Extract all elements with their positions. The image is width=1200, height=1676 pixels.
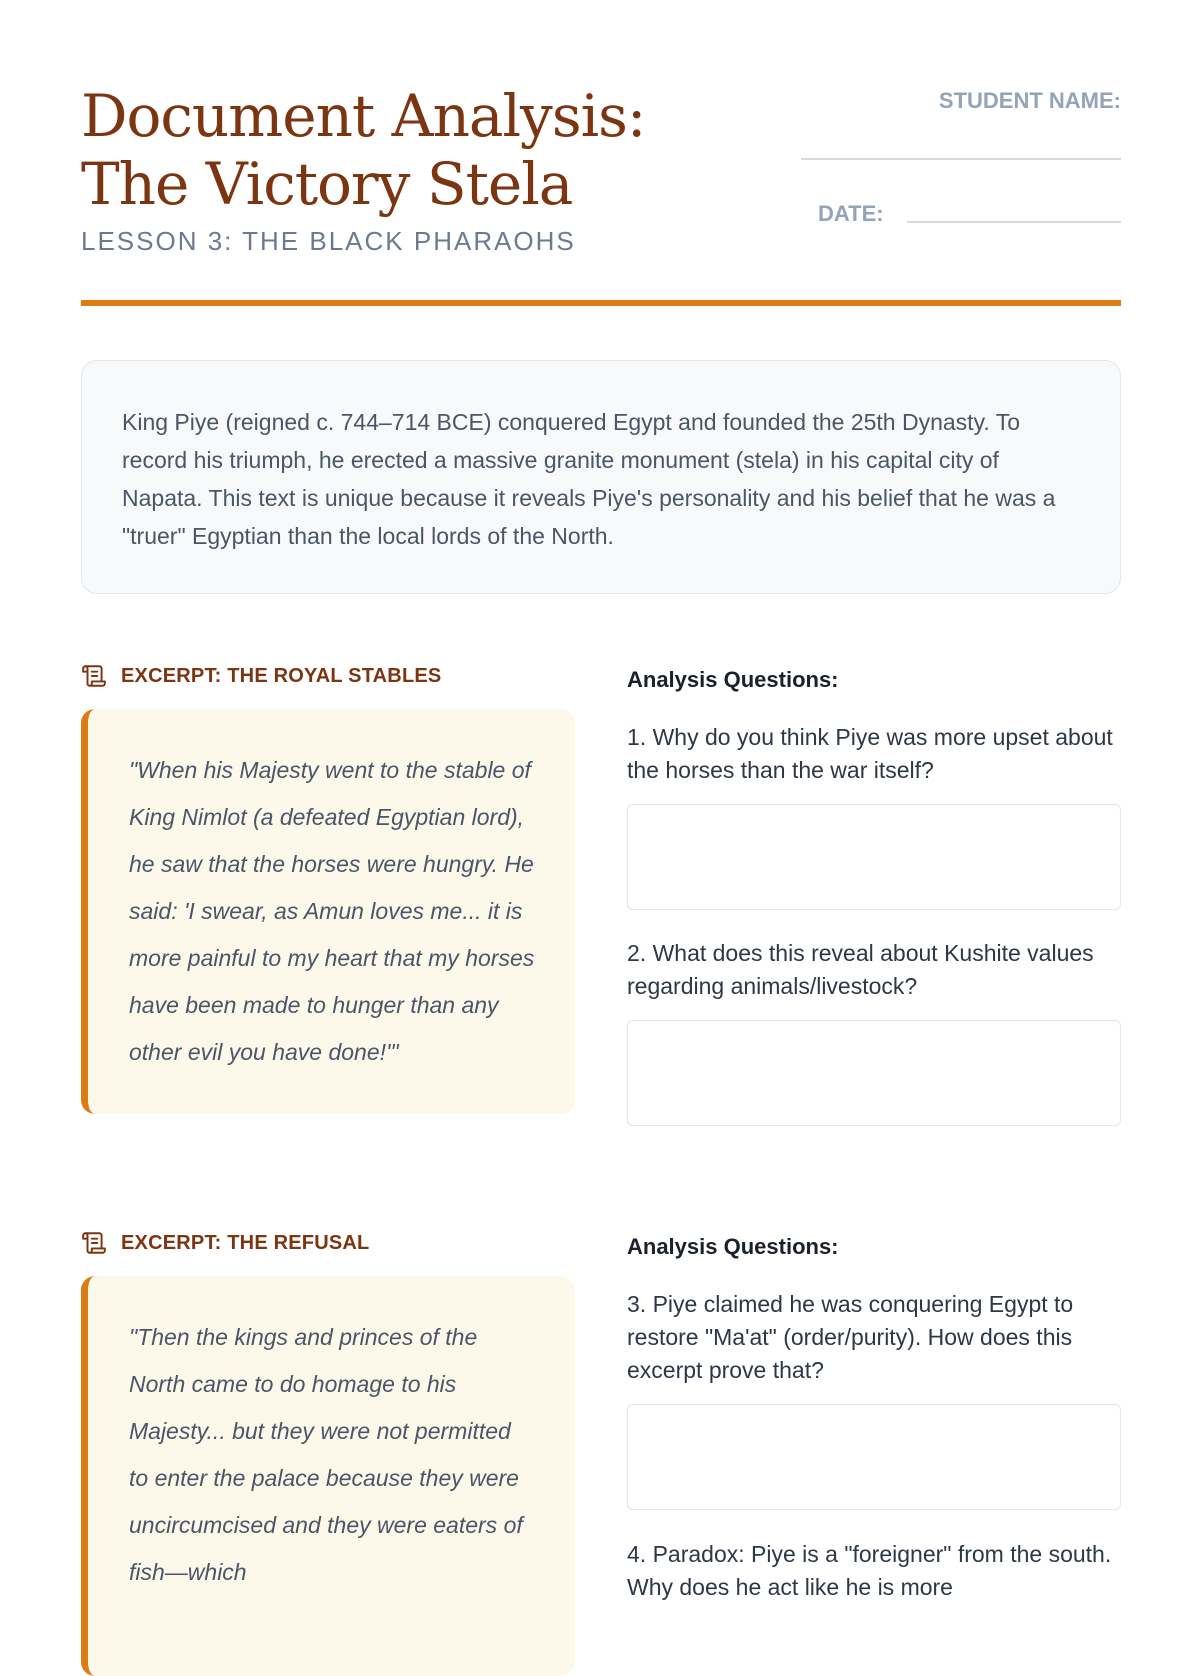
questions-column bbox=[627, 663, 1121, 1126]
header-divider bbox=[81, 300, 1121, 306]
excerpt-quote: "When his Majesty went to the stable of King Nimlot (a defeated Egyptian lord), he saw that the horses were hungry. He said: 'I swear, as Amun loves me... it is more painful to my heart that my horses have been made to hunger than any other evil you have done!'" bbox=[81, 709, 575, 1114]
intro-box: King Piye (reigned c. 744–714 BCE) conquered Egypt and founded the 25th Dynasty. To record his triumph, he erected a massive granite monument (stela) in his capital city of Napata. This text is unique because it reveals Piye's personality and his belief that he was a "truer" Egyptian than the local lords of the North. bbox=[81, 360, 1121, 594]
question-1: 1. Why do you think Piye was more upset about the horses than the war itself? bbox=[627, 724, 1113, 783]
excerpt-quote: "Then the kings and princes of the North came to do homage to his Majesty... but they were not permitted to enter the palace because they were uncircumcised and they were eaters of fish—which bbox=[81, 1276, 575, 1676]
excerpt-header bbox=[81, 1230, 575, 1256]
student-name-field[interactable] bbox=[801, 158, 1121, 160]
question-4: 4. Paradox: Piye is a "foreigner" from the south. Why does he act like he is more bbox=[627, 1541, 1112, 1600]
questions-column bbox=[627, 1230, 1121, 1604]
student-name-label: STUDENT NAME: bbox=[938, 88, 1121, 113]
excerpt-label: EXCERPT: THE ROYAL STABLES bbox=[121, 664, 442, 687]
questions-heading: Analysis Questions: bbox=[627, 667, 839, 692]
scroll-icon bbox=[81, 663, 107, 689]
lesson-subtitle: LESSON 3: THE BLACK PHARAOHS bbox=[81, 226, 576, 256]
answer-box-1[interactable] bbox=[627, 804, 1121, 910]
date-field[interactable] bbox=[907, 221, 1121, 223]
answer-box-3[interactable] bbox=[627, 1404, 1121, 1510]
answer-box-2[interactable] bbox=[627, 1020, 1121, 1126]
worksheet-header bbox=[81, 0, 1121, 310]
excerpt-column bbox=[81, 1230, 575, 1585]
question-2: 2. What does this reveal about Kushite values regarding animals/livestock? bbox=[627, 940, 1094, 999]
question-3: 3. Piye claimed he was conquering Egypt to restore "Ma'at" (order/purity). How does this excerpt prove that? bbox=[627, 1291, 1074, 1383]
date-label: DATE: bbox=[818, 201, 884, 226]
worksheet-page bbox=[81, 0, 1121, 1600]
excerpt-label: EXCERPT: THE REFUSAL bbox=[121, 1231, 370, 1254]
excerpt-header bbox=[81, 663, 575, 689]
questions-heading: Analysis Questions: bbox=[627, 1234, 839, 1259]
page-title: Document Analysis: The Victory Stela bbox=[81, 82, 646, 218]
excerpt-column bbox=[81, 663, 575, 1065]
scroll-icon bbox=[81, 1230, 107, 1256]
excerpt-section-2 bbox=[81, 1230, 1121, 1600]
excerpt-section-1 bbox=[81, 663, 1121, 1163]
